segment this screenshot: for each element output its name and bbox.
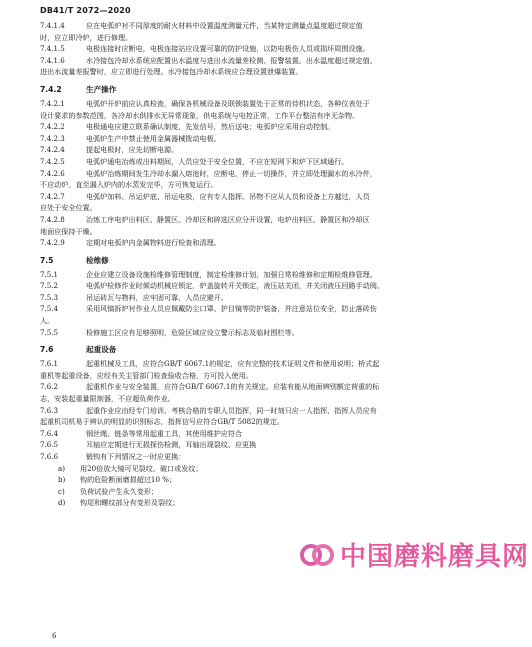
interlocking-rings-logo-icon bbox=[300, 541, 336, 569]
clause-paragraph bbox=[40, 428, 496, 440]
clause-number: 7.6.5 bbox=[40, 440, 59, 450]
clause-text: 起重机械及工具，应符合GB/T 6067.1的规定，应有完整的技术证明文件和使用说明；桥式起 bbox=[86, 359, 380, 369]
section-heading bbox=[40, 255, 496, 267]
clause-text: 采用风镐拆炉衬作业人员应佩戴防尘口罩、护目镜等防护装备，并注意站位安全，防止落砖伤 bbox=[86, 304, 377, 314]
list-marker: b) bbox=[58, 475, 66, 485]
list-marker: c) bbox=[58, 486, 65, 496]
clause-paragraph bbox=[40, 121, 496, 133]
clause-text: 钢丝绳、链条等常用起重工具，其使用维护应符合 bbox=[86, 428, 243, 438]
section-number: 7.4.2 bbox=[40, 84, 62, 94]
clause-text: 电弧炉开炉前应认真检查，确保各机械设备及联锁装置处于正常的待机状态，各种仪表处于 bbox=[86, 98, 370, 108]
clause-text: 电弧炉加料、吊运炉底、吊运电极，应有专人指挥。吊物不应从人员和设备上方越过，人员 bbox=[86, 191, 370, 201]
clause-continuation: 重机等起重设备，应经有关主管部门检查验收合格，方可投入使用。 bbox=[40, 370, 253, 380]
clause-paragraph bbox=[40, 358, 496, 370]
clause-text: 起重机作业与安全装置，应符合GB/T 6067.1的有关规定。应装有能从地面辨别额定荷重的标 bbox=[86, 382, 380, 392]
clause-number: 7.6.1 bbox=[40, 359, 59, 369]
clause-paragraph bbox=[40, 156, 496, 168]
clause-number: 7.4.2.6 bbox=[40, 168, 65, 178]
clause-number: 7.6.4 bbox=[40, 428, 59, 438]
clause-continuation: 不应动炉。直至漏入炉内的水蒸发完毕，方可恢复运行。 bbox=[40, 180, 218, 190]
clause-number: 7.6.3 bbox=[40, 405, 59, 415]
clause-text: 提起电极时，应先切断电源。 bbox=[86, 145, 179, 155]
section-title: 生产操作 bbox=[86, 84, 117, 94]
clause-continuation: 设计要求的参数范围，各冷却水供排水无异常现象，供电系统与电控正常，工作平台整洁有序无杂物。 bbox=[40, 110, 360, 120]
clause-continuation: 地面应保持干燥。 bbox=[40, 226, 97, 236]
clause-number: 7.4.2.1 bbox=[40, 98, 65, 108]
clause-number: 7.5.3 bbox=[40, 292, 59, 302]
clause-text: 应在电弧炉衬不同厚度的耐火材料中设置温度测量元件，当某特定测量点温度超过规定值 bbox=[86, 21, 363, 30]
clause-text: 水冷接包冷却水系统应配置出水温度与进出水流量差检测、报警装置。出水温度超过规定值、 bbox=[86, 55, 377, 65]
section-number: 7.5 bbox=[40, 255, 54, 265]
section-number: 7.6 bbox=[40, 345, 54, 355]
clause-text: 电极通电应建立联系确认制度，先发信号，然后送电；电弧炉应采用自动控制。 bbox=[86, 122, 335, 132]
list-marker: a) bbox=[58, 463, 65, 473]
clause-text: 电弧炉生产中禁止使用金属器械拨动电极。 bbox=[86, 133, 221, 143]
list-item bbox=[40, 497, 496, 509]
clause-paragraph bbox=[40, 405, 496, 417]
clause-number: 7.5.5 bbox=[40, 327, 59, 337]
clause-number: 7.4.2.5 bbox=[40, 156, 65, 166]
list-item-text: 用20倍放大镜可见裂纹、破口或发纹； bbox=[80, 463, 203, 473]
clause-text: 冶炼工序电炉出料区、静置区、冷却区和碎选区应分开设置，电炉出料区、静置区和冷却区 bbox=[86, 214, 370, 224]
clause-number: 7.6.2 bbox=[40, 382, 59, 392]
clause-text: 吊运砖瓦与物料，应牢固可靠，人员应避开。 bbox=[86, 292, 228, 302]
clause-paragraph bbox=[40, 327, 496, 339]
list-item bbox=[40, 474, 496, 486]
clause-paragraph bbox=[40, 168, 496, 180]
clause-number: 7.4.2.4 bbox=[40, 145, 65, 155]
clause-paragraph bbox=[40, 439, 496, 451]
clause-text: 电弧炉通电冶炼或出料期间，人员应处于安全位置，不应在短网下和炉下区域通行。 bbox=[86, 156, 349, 166]
section-title: 检维修 bbox=[86, 255, 109, 265]
clause-number: 7.4.2.2 bbox=[40, 122, 65, 132]
list-item-text: 负荷试验产生永久变形； bbox=[80, 486, 159, 496]
clause-paragraph bbox=[40, 381, 496, 393]
clause-continuation: 进出水流量差报警时，应立即进行处理。水冷接包冷却水系统应合理设置泄爆装置。 bbox=[40, 67, 303, 77]
clause-text: 起重作业应由经专门培训、考核合格的专职人员指挥，同一时刻只应一人指挥，指挥人员应有 bbox=[86, 405, 377, 415]
clause-paragraph bbox=[40, 191, 496, 203]
clause-number: 7.4.1.6 bbox=[40, 55, 65, 65]
list-item-text: 钩尾和螺纹部分有变形及裂纹； bbox=[80, 498, 180, 508]
clause-text: 电弧炉检修作业时倾动机械应锁定，炉盖旋转开关锁定，液压站关闭，并关闭液压回路手动阀。 bbox=[86, 281, 384, 291]
clause-number: 7.5.4 bbox=[40, 304, 59, 314]
clause-number: 7.4.1.5 bbox=[40, 44, 65, 54]
clause-continuation: 时，应立即冷炉，进行修理。 bbox=[40, 32, 133, 42]
clause-number: 7.5.1 bbox=[40, 269, 59, 279]
clause-number: 7.4.2.8 bbox=[40, 214, 65, 224]
clause-text: 锻钩有下列情况之一时应更换： bbox=[86, 452, 186, 461]
watermark-text: 中国磨料磨具网 bbox=[340, 542, 530, 572]
clause-continuation: 志，安装起重量限制器，不应超负荷作业。 bbox=[40, 394, 175, 404]
clause-paragraph bbox=[40, 20, 496, 32]
running-header: DB41/T 2072—2020 bbox=[40, 6, 131, 15]
clause-paragraph bbox=[40, 55, 496, 67]
clause-text: 定期对电弧炉内金属物料进行检查和清理。 bbox=[86, 238, 221, 248]
clause-paragraph bbox=[40, 133, 496, 145]
section-heading bbox=[40, 84, 496, 96]
clause-text: 电弧炉冶炼期间发生冷却水漏入熔池时，应断电，停止一切操作，并立即处理漏水的水冷件， bbox=[86, 168, 377, 178]
clause-continuation: 起重机司机易于辨认的明显的识别标志，指挥信号应符合GB/T 5082的规定。 bbox=[40, 417, 285, 427]
page-number: 6 bbox=[52, 632, 57, 640]
site-watermark bbox=[300, 536, 529, 573]
clause-paragraph bbox=[40, 303, 496, 315]
list-item bbox=[40, 463, 496, 475]
list-item-text: 钩的危险断面磨损超过10 %； bbox=[80, 475, 177, 485]
clause-paragraph bbox=[40, 214, 496, 226]
clause-text: 检修施工区应有足够照明，危险区域应设立警示标志及临时围栏等。 bbox=[86, 327, 299, 337]
clause-paragraph bbox=[40, 43, 496, 55]
clause-number: 7.4.2.9 bbox=[40, 238, 65, 248]
clause-number: 7.5.2 bbox=[40, 281, 59, 291]
clause-paragraph bbox=[40, 269, 496, 281]
section-title: 起重设备 bbox=[86, 345, 117, 355]
list-marker: d) bbox=[58, 498, 66, 508]
section-heading bbox=[40, 344, 496, 356]
clause-number: 7.4.2.3 bbox=[40, 133, 65, 143]
clause-text: 耳轴应定期进行无损探伤检测，耳轴出现裂纹、应更换 bbox=[86, 440, 257, 450]
clause-paragraph bbox=[40, 98, 496, 110]
list-item bbox=[40, 486, 496, 498]
clause-paragraph bbox=[40, 451, 496, 463]
clause-number: 7.4.2.7 bbox=[40, 191, 65, 201]
clause-paragraph bbox=[40, 280, 496, 292]
clause-paragraph bbox=[40, 237, 496, 249]
clause-number: 7.6.6 bbox=[40, 452, 59, 461]
clause-number: 7.4.1.4 bbox=[40, 21, 65, 30]
clause-paragraph bbox=[40, 144, 496, 156]
clause-continuation: 人。 bbox=[40, 316, 55, 326]
clause-text: 电极连接时应断电，电极连接站应设置可靠的防护设施，以防电极伤人员或损坏周围设施。 bbox=[86, 44, 370, 54]
document-body bbox=[40, 20, 496, 509]
clause-continuation: 应处于安全位置。 bbox=[40, 203, 97, 213]
clause-text: 企业应建立设备设施检维修管理制度，制定检维修计划，加强日常检维修和定期检维修管理。 bbox=[86, 269, 377, 279]
clause-paragraph bbox=[40, 292, 496, 304]
